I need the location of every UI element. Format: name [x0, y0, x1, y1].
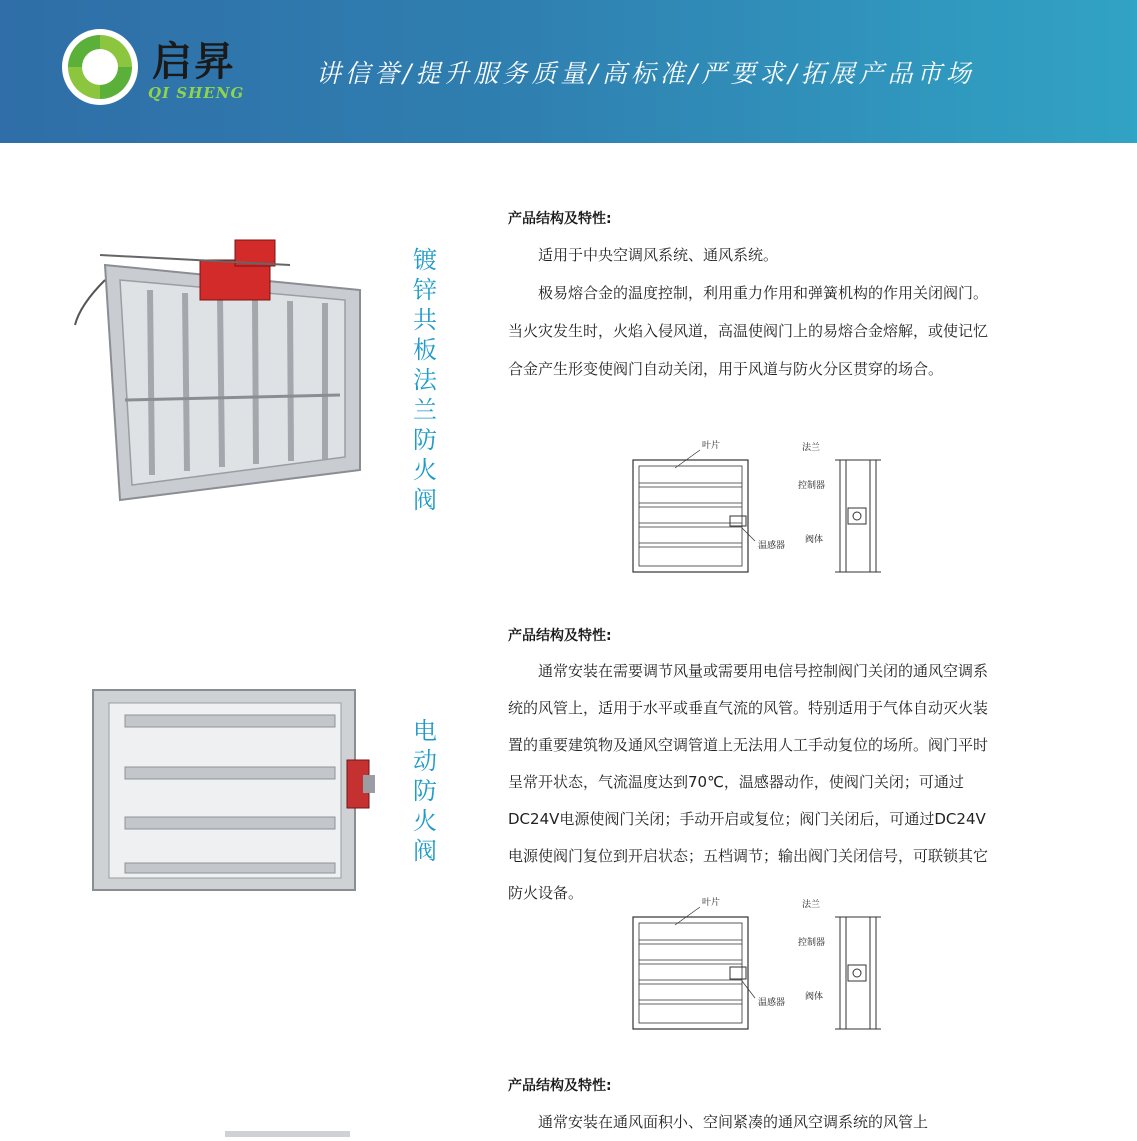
brand-name-en: QI SHENG [148, 84, 245, 102]
electric-fire-damper-photo [85, 685, 385, 900]
diagram-label-body: 阀体 [805, 535, 824, 545]
product-title-2: 电动防火阀 [413, 717, 437, 865]
galvanized-fire-damper-photo [70, 235, 370, 505]
product-photo-3-edge [225, 1131, 350, 1137]
diagram-label-flange: 法兰 [802, 900, 821, 910]
company-logo-icon [60, 27, 140, 107]
product-title-1: 镀锌共板法兰防火阀 [413, 246, 437, 514]
section-heading-2: 产品结构及特性: [508, 628, 612, 644]
section-heading-1: 产品结构及特性: [508, 211, 612, 227]
diagram-label-controller: 控制器 [798, 481, 826, 491]
section-heading-3: 产品结构及特性: [508, 1078, 612, 1094]
product-description-1b: 极易熔合金的温度控制，利用重力作用和弹簧机构的作用关闭阀门。当火灾发生时，火焰入侵风道，高温使阀门上的易熔合金熔解，或使记忆合金产生形变使阀门自动关闭，用于风道与防火分区贯穿的场合。 [508, 284, 989, 378]
brand-name-cn: 启昇 [152, 39, 236, 85]
header-banner [0, 0, 1137, 143]
structure-diagram-1 [630, 438, 900, 578]
product-description-3: 通常安装在通风面积小、空间紧凑的通风空调系统的风管上 [538, 1113, 929, 1131]
diagram-label-body: 阀体 [805, 992, 824, 1002]
diagram-label-blade: 叶片 [702, 441, 721, 451]
diagram-label-blade: 叶片 [702, 898, 721, 908]
structure-diagram-2 [630, 895, 900, 1035]
diagram-label-sensor: 温感器 [758, 541, 786, 551]
diagram-label-controller: 控制器 [798, 938, 826, 948]
product-description-2: 通常安装在需要调节风量或需要用电信号控制阀门关闭的通风空调系统的风管上，适用于水平或垂直气流的风管。特别适用于气体自动灭火装置的重要建筑物及通风空调管道上无法用人工手动复位的场所。阀门平时呈常开状态，气流温度达到70℃，温感器动作，使阀门关闭；可通过DC24V电源使阀门关闭；手动开启或复位；阀门关闭后，可通过DC24V电源使阀门复位到开启状态；五档调节；输出阀门关闭信号，可联锁其它防火设备。 [508, 662, 989, 902]
diagram-label-sensor: 温感器 [758, 998, 786, 1008]
slogan: 讲信誉/提升服务质量/高标准/严要求/拓展产品市场 [316, 59, 975, 88]
diagram-label-flange: 法兰 [802, 443, 821, 453]
product-description-1a: 适用于中央空调风系统、通风系统。 [538, 246, 779, 264]
